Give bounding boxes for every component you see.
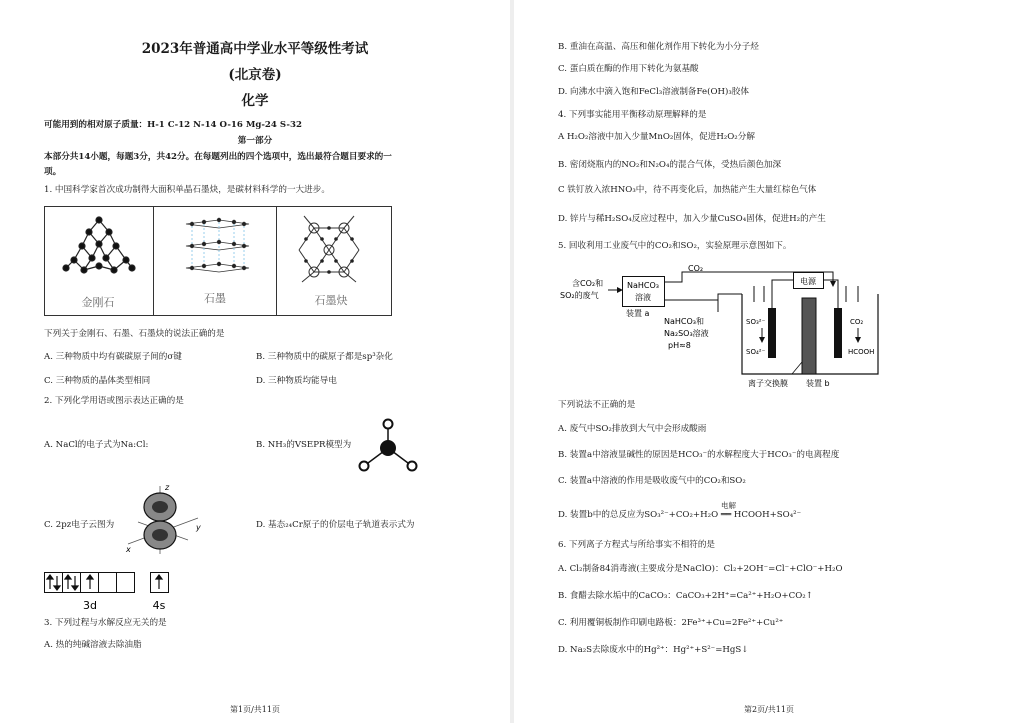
device-a-solution-2: 溶液 <box>635 293 651 302</box>
q5-option-d-condition: 电解 <box>721 501 736 510</box>
q2-option-a: A. NaCl的电子式为Na:Cl: <box>44 440 149 450</box>
device-a-label: 装置 a <box>626 309 650 318</box>
q6-option-b: B. 食醋去除水垢中的CaCO₃：CaCO₃+2H⁺=Ca²⁺+H₂O+CO₂↑ <box>558 591 813 601</box>
q2-option-d: D. 基态₂₄Cr原子的价层电子轨道表示式为 <box>256 520 415 530</box>
q6-stem: 6. 下列离子方程式与所给事实不相符的是 <box>558 540 716 550</box>
q3-option-c: C. 蛋白质在酶的作用下转化为氨基酸 <box>558 64 699 74</box>
subject-title: 化学 <box>241 93 269 109</box>
q3-option-b: B. 重油在高温、高压和催化剂作用下转化为小分子烃 <box>558 42 759 52</box>
q1-prompt: 下列关于金刚石、石墨、石墨炔的说法正确的是 <box>44 329 225 339</box>
q1-option-a: A. 三种物质中均有碳碳原子间的σ键 <box>44 352 182 362</box>
cathode-electrode <box>834 308 842 358</box>
2pz-orbital-diagram <box>118 482 208 558</box>
q2-option-b: B. NH₃的VSEPR模型为 <box>256 440 352 450</box>
q5-stem: 5. 回收利用工业废气中的CO₂和SO₂，实验原理示意图如下。 <box>558 241 792 251</box>
inlet-label-2: SO₂的废气 <box>560 291 599 300</box>
page-1 <box>0 0 510 723</box>
q4-option-a: A H₂O₂溶液中加入少量MnO₂固体，促进H₂O₂分解 <box>558 132 755 142</box>
page-1-footer: 第1页/共11页 <box>230 705 280 714</box>
exam-title: 2023年普通高中学业水平等级性考试 <box>141 41 369 57</box>
solution-label-1: NaHCO₃和 <box>664 317 704 326</box>
anode-electrode <box>768 308 776 358</box>
q4-option-d: D. 锌片与稀H₂SO₄反应过程中，加入少量CuSO₄固体，促进H₂的产生 <box>558 214 826 224</box>
device-a-solution-1: NaHCO₃ <box>627 281 659 290</box>
exam-subtitle: (北京卷) <box>228 67 282 83</box>
instructions-line-1: 本部分共14小题，每题3分，共42分。在每题列出的四个选项中，选出最符合题目要求的一 <box>44 152 392 162</box>
graphite-structure-icon <box>186 218 249 272</box>
instructions-line-2: 项。 <box>44 167 62 177</box>
orbital-label-4s: 4s <box>152 599 166 612</box>
q5-apparatus-diagram <box>558 262 888 390</box>
q4-option-c: C 铁钉放入浓HNO₃中，待不再变化后，加热能产生大量红棕色气体 <box>558 185 817 195</box>
q5-option-d: D. 装置b中的总反应为SO₃²⁻+CO₂+H₂O ══ HCOOH+SO₄²⁻ <box>558 510 802 520</box>
q4-option-b: B. 密闭烧瓶内的NO₂和N₂O₄的混合气体，受热后颜色加深 <box>558 160 782 170</box>
co2-top-label: CO₂ <box>688 264 704 273</box>
solution-label-3: pH≈8 <box>668 341 691 350</box>
axis-label-z: z <box>165 483 170 492</box>
page-2 <box>514 0 1024 723</box>
q3-option-a: A. 热的纯碱溶液去除油脂 <box>44 640 142 650</box>
q5-option-c: C. 装置a中溶液的作用是吸收废气中的CO₂和SO₂ <box>558 476 746 486</box>
part-title: 第一部分 <box>237 136 273 146</box>
q3-stem: 3. 下列过程与水解反应无关的是 <box>44 618 167 628</box>
graphdiyne-structure-icon <box>299 216 359 282</box>
co2-right-label: CO₂ <box>850 318 864 326</box>
axis-label-x: x <box>126 545 131 554</box>
q2-option-c: C. 2pz电子云图为 <box>44 520 115 530</box>
device-b-label: 装置 b <box>806 379 830 388</box>
label-graphite: 石墨 <box>204 292 226 305</box>
q5-option-a: A. 废气中SO₂排放到大气中会形成酸雨 <box>558 424 707 434</box>
nh3-vsepr-model <box>352 416 422 478</box>
q4-stem: 4. 下列事实能用平衡移动原理解释的是 <box>558 110 707 120</box>
atomic-masses: 可能用到的相对原子质量：H-1 C-12 N-14 O-16 Mg-24 S-32 <box>44 120 302 130</box>
carbon-allotropes-figure <box>44 206 392 316</box>
membrane-label: 离子交换膜 <box>748 379 788 388</box>
sulfate-label: SO₄²⁻ <box>746 348 766 356</box>
ion-exchange-membrane <box>802 298 816 374</box>
q5-prompt: 下列说法不正确的是 <box>558 400 636 410</box>
page-2-footer: 第2页/共11页 <box>744 705 794 714</box>
sulfite-label: SO₃²⁻ <box>746 318 766 326</box>
label-graphdiyne: 石墨炔 <box>314 294 348 307</box>
q1-option-d: D. 三种物质均能导电 <box>256 376 337 386</box>
axis-label-y: y <box>196 523 201 532</box>
q5-option-b: B. 装置a中溶液显碱性的原因是HCO₃⁻的水解程度大于HCO₃⁻的电离程度 <box>558 450 840 460</box>
q1-stem: 1. 中国科学家首次成功制得大面积单晶石墨炔，是碳材料科学的一大进步。 <box>44 185 330 195</box>
power-supply-label: 电源 <box>800 277 816 286</box>
q6-option-c: C. 利用覆铜板制作印刷电路板：2Fe³⁺+Cu=2Fe²⁺+Cu²⁺ <box>558 618 784 628</box>
cr-orbital-diagram <box>44 572 174 612</box>
inlet-label-1: 含CO₂和 <box>572 279 604 288</box>
diamond-structure-icon <box>63 217 135 273</box>
q2-stem: 2. 下列化学用语或图示表达正确的是 <box>44 396 184 406</box>
q6-option-d: D. Na₂S去除废水中的Hg²⁺：Hg²⁺+S²⁻=HgS↓ <box>558 645 749 655</box>
label-diamond: 金刚石 <box>81 296 115 309</box>
q1-option-b: B. 三种物质中的碳原子都是sp³杂化 <box>256 352 393 362</box>
orbital-label-3d: 3d <box>83 599 97 612</box>
q3-option-d: D. 向沸水中滴入饱和FeCl₃溶液制备Fe(OH)₃胶体 <box>558 87 749 97</box>
solution-label-2: Na₂SO₃溶液 <box>664 329 709 338</box>
hcooh-label: HCOOH <box>848 348 875 356</box>
q6-option-a: A. Cl₂制备84消毒液(主要成分是NaClO)：Cl₂+2OH⁻=Cl⁻+ClO⁻+H₂O <box>558 564 843 574</box>
q1-option-c: C. 三种物质的晶体类型相同 <box>44 376 151 386</box>
